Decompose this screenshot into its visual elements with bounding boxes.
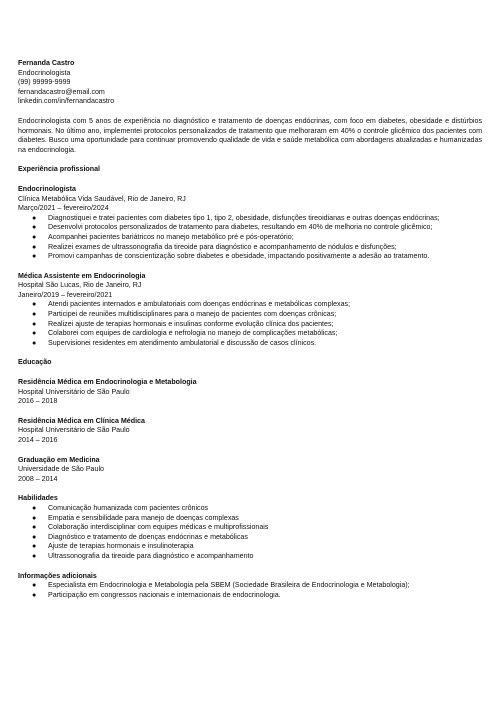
bullet-icon: ● [32, 329, 37, 338]
additional-info-item [18, 591, 482, 601]
bullet-icon: ● [32, 551, 37, 560]
bullet-icon: ● [32, 513, 37, 522]
skills-heading: Habilidades [18, 494, 58, 503]
job-title: Médica Assistente em Endocrinologia [18, 271, 146, 280]
bullet-icon: ● [32, 542, 37, 551]
bullet-icon: ● [32, 503, 37, 512]
candidate-role: Endocrinologista [18, 68, 71, 77]
job-bullet-text: Atendi pacientes internados e ambulatoriais com doenças endócrinas e metabólicas complexas; [48, 300, 351, 309]
bullet-icon: ● [32, 319, 37, 328]
bullet-icon: ● [32, 232, 37, 241]
job-bullet-text: Realizei exames de ultrassonografia da tireoide para diagnóstico e acompanhamento de nódulos e disfunções; [48, 242, 397, 251]
skill-item [18, 504, 482, 514]
job-bullet-text: Desenvolvi protocolos personalizados de tratamento para diabetes, resultando em 40% de melhoria no controle glicêmico; [48, 223, 433, 232]
experience-heading: Experiência profissional [18, 165, 101, 174]
job-place: Hospital São Lucas, Rio de Janeiro, RJ [18, 281, 142, 290]
job-bullet [18, 320, 482, 330]
education-period: 2014 – 2016 [18, 436, 58, 444]
additional-info-heading: Informações adicionais [18, 571, 97, 580]
job-entry [18, 185, 482, 262]
job-bullet [18, 329, 482, 339]
education-school: Hospital Universitário de São Paulo [18, 426, 130, 435]
skills-list [18, 504, 482, 562]
job-bullet-text: Diagnostiquei e tratei pacientes com diabetes tipo 1, tipo 2, obesidade, disfunções tireoidianas e outras doenças endócrinas; [48, 213, 440, 222]
skill-item [18, 523, 482, 533]
education-school: Hospital Universitário de São Paulo [18, 387, 130, 396]
education-title: Residência Médica em Clínica Médica [18, 416, 145, 425]
job-period: Março/2021 – fevereiro/2024 [18, 204, 109, 213]
job-bullet [18, 223, 482, 233]
skill-text: Colaboração interdisciplinar com equipes médicas e multiprofissionais [48, 523, 269, 532]
skill-item [18, 542, 482, 552]
skill-item [18, 533, 482, 543]
education-heading: Educação [18, 358, 52, 367]
job-bullet [18, 243, 482, 253]
job-bullet-text: Supervisionei residentes em atendimento ambulatorial e discussão de casos clínicos. [48, 338, 317, 347]
job-bullet-text: Promovi campanhas de conscientização sobre diabetes e obesidade, impactando positivamente a adesão ao tratamento. [48, 252, 430, 261]
linkedin-url: linkedin.com/in/fernandacastro [18, 97, 115, 106]
job-bullet [18, 339, 482, 349]
contact-block [18, 59, 482, 107]
additional-info-list [18, 581, 482, 600]
bullet-icon: ● [32, 581, 37, 590]
bullet-icon: ● [32, 523, 37, 532]
professional-summary: Endocrinologista com 5 anos de experiência no diagnóstico e tratamento de doenças endócrinas, com foco em diabetes, obesidade e distúrbios hormonais. No último ano, implementei protocolos personalizados de tratamento que melhoraram em 40% o controle glicêmico dos pacientes com diabetes. Busco uma oportunidade para continuar promovendo qualidade de vida e saúde metabólica com abordagens atualizadas e humanizadas na endocrinologia. [18, 116, 482, 154]
bullet-icon: ● [32, 252, 37, 261]
job-bullet-list [18, 214, 482, 262]
bullet-icon: ● [32, 338, 37, 347]
job-title: Endocrinologista [18, 184, 76, 193]
skill-text: Empatia e sensibilidade para manejo de doenças complexas [48, 513, 239, 522]
job-bullet-text: Realizei ajuste de terapias hormonais e insulinas conforme evolução clínica dos pacientes; [48, 319, 334, 328]
skill-text: Ultrassonografia da tireoide para diagnóstico e acompanhamento [48, 551, 254, 560]
bullet-icon: ● [32, 590, 37, 599]
additional-info-text: Participação em congressos nacionais e internacionais de endocrinologia. [48, 590, 281, 599]
education-entry [18, 456, 482, 485]
job-bullet-text: Acompanhei pacientes bariátricos no manejo metabólico pré e pós-operatório; [48, 232, 294, 241]
bullet-icon: ● [32, 213, 37, 222]
skill-text: Ajuste de terapias hormonais e insulinoterapia [48, 542, 194, 551]
job-bullet-list [18, 300, 482, 348]
bullet-icon: ● [32, 242, 37, 251]
job-period: Janeiro/2019 – fevereiro/2021 [18, 290, 113, 299]
education-entry [18, 378, 482, 407]
skill-text: Comunicação humanizada com pacientes crônicos [48, 503, 209, 512]
education-title: Graduação em Medicina [18, 455, 100, 464]
job-entry [18, 272, 482, 349]
job-bullet [18, 300, 482, 310]
education-title: Residência Médica em Endocrinologia e Metabologia [18, 378, 197, 387]
skill-text: Diagnóstico e tratamento de doenças endócrinas e metabólicas [48, 532, 248, 541]
education-school: Universidade de São Paulo [18, 465, 104, 474]
job-bullet-text: Colaborei com equipes de cardiologia e nefrologia no manejo de complicações metabólicas; [48, 329, 338, 338]
job-bullet [18, 252, 482, 262]
bullet-icon: ● [32, 300, 37, 309]
job-bullet [18, 310, 482, 320]
bullet-icon: ● [32, 310, 37, 319]
additional-info-item [18, 581, 482, 591]
email-address: fernandacastro@email.com [18, 87, 105, 96]
education-period: 2008 – 2014 [18, 474, 58, 483]
job-place: Clínica Metabólica Vida Saudável, Rio de Janeiro, RJ [18, 194, 186, 203]
education-entry [18, 417, 482, 446]
additional-info-text: Especialista em Endocrinologia e Metabologia pela SBEM (Sociedade Brasileira de Endocrinologia e Metabologia); [48, 581, 410, 590]
job-bullet [18, 233, 482, 243]
skill-item [18, 514, 482, 524]
education-period: 2016 – 2018 [18, 397, 58, 406]
job-bullet-text: Participei de reuniões multidisciplinares para o manejo de pacientes com doenças crônicas; [48, 310, 337, 319]
candidate-name: Fernanda Castro [18, 59, 75, 67]
phone-number: (99) 99999-9999 [18, 78, 71, 87]
job-bullet [18, 214, 482, 224]
bullet-icon: ● [32, 223, 37, 232]
bullet-icon: ● [32, 532, 37, 541]
skill-item [18, 552, 482, 562]
